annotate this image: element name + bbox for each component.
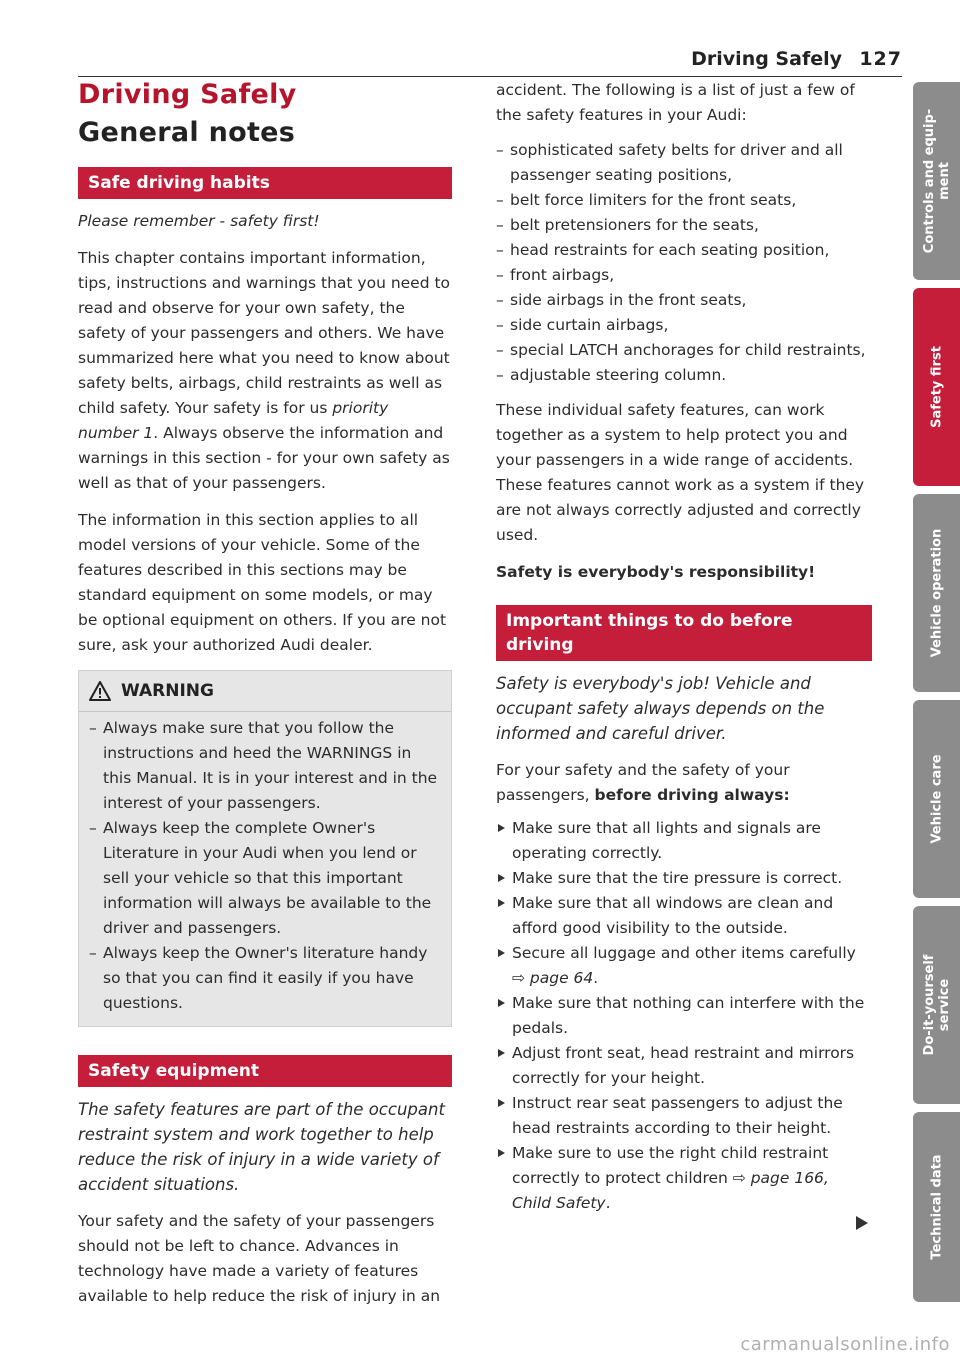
- tab-label: Technical data: [929, 1154, 944, 1260]
- lead-safety-equipment: The safety features are part of the occupant restraint system and work together to help reduce the risk of injury in a wide variety of accident situations.: [78, 1100, 445, 1194]
- safety-equipment-paragraph: Your safety and the safety of your passengers should not be left to chance. Advances in technology have made a variety of features available to help reduce the risk of injury in an: [78, 1212, 441, 1305]
- heading-safe-driving-habits: Safe driving habits: [78, 167, 452, 199]
- tab-label: Do-it-yourself service: [921, 954, 952, 1056]
- step-item: Adjust front seat, head restraint and mirrors correctly for your height.: [496, 1041, 872, 1091]
- warning-item: – Always keep the complete Owner's Literature in your Audi when you lend or sell your vehicle so that this important information will always be available to the driver and passengers.: [89, 816, 441, 941]
- heading-before-driving: Important things to do before driving: [496, 605, 872, 661]
- tab-label: Safety first: [929, 346, 944, 428]
- system-paragraph: These individual safety features, can work together as a system to help protect you and your passengers in a wide range of accidents. These features cannot work as a system if they are not always correctly adjusted and correctly used.: [496, 401, 865, 544]
- warning-box: [78, 670, 452, 1027]
- warning-item: – Always keep the Owner's literature handy so that you can find it easily if you have questions.: [89, 941, 441, 1016]
- right-column: [496, 78, 872, 1238]
- step-item: Make sure that nothing can interfere with the pedals.: [496, 991, 872, 1041]
- feature-item: – special LATCH anchorages for child restraints,: [496, 338, 872, 363]
- feature-item: – adjustable steering column.: [496, 363, 872, 388]
- warning-list: [89, 716, 441, 1016]
- before-driving-text: For your safety and the safety of your passengers,: [496, 761, 790, 804]
- running-header-title: Driving Safely: [691, 48, 842, 70]
- step-item: Make sure that the tire pressure is correct.: [496, 866, 872, 891]
- tab-label: Controls and equip- ment: [921, 108, 952, 254]
- features-intro-paragraph: accident. The following is a list of just a few of the safety features in your Audi:: [496, 81, 855, 124]
- intro-paragraph: [78, 246, 452, 496]
- tab-controls-and-equipment[interactable]: [913, 82, 960, 280]
- tab-label: Vehicle operation: [929, 528, 944, 658]
- page-reference-link[interactable]: ⇨ page 64: [512, 969, 594, 987]
- warning-triangle-icon: [89, 681, 111, 701]
- intro-text-c: . Always observe the information and warnings in this section - for your own safety as well as that of your passengers.: [78, 424, 450, 492]
- tab-safety-first[interactable]: [913, 288, 960, 486]
- feature-item: – side airbags in the front seats,: [496, 288, 872, 313]
- warning-item: – Always make sure that you follow the instructions and heed the WARNINGS in this Manual. It is in your interest and in the interest of your passengers.: [89, 716, 441, 816]
- page-header: [78, 48, 902, 77]
- applicability-paragraph: The information in this section applies to all model versions of your vehicle. Some of the features described in this sections may be standard equipment on some models, or may be optional equipment on others. If you are not sure, ask your authorized Audi dealer.: [78, 511, 447, 654]
- intro-text-priority: priority number 1: [78, 399, 389, 442]
- step-item: Secure all luggage and other items carefully ⇨ page 64.: [496, 941, 872, 991]
- step-item: Make sure that all windows are clean and afford good visibility to the outside.: [496, 891, 872, 941]
- before-driving-steps: [496, 816, 872, 1216]
- safety-features-list: [496, 138, 872, 388]
- page-number: 127: [859, 48, 902, 70]
- chapter-title: Driving Safely: [78, 79, 297, 110]
- tab-vehicle-care[interactable]: [913, 700, 960, 898]
- before-driving-intro: [496, 758, 872, 808]
- warning-title: WARNING: [121, 681, 214, 701]
- feature-item: – sophisticated safety belts for driver and all passenger seating positions,: [496, 138, 872, 188]
- lead-safety-first: Please remember - safety first!: [78, 212, 320, 230]
- watermark: carmanualsonline.info: [740, 1334, 950, 1355]
- heading-safety-equipment: Safety equipment: [78, 1055, 452, 1087]
- feature-item: – head restraints for each seating position,: [496, 238, 872, 263]
- tab-vehicle-operation[interactable]: [913, 494, 960, 692]
- feature-item: – belt pretensioners for the seats,: [496, 213, 872, 238]
- feature-item: – side curtain airbags,: [496, 313, 872, 338]
- feature-item: – front airbags,: [496, 263, 872, 288]
- page-reference-link[interactable]: ⇨ page 166, Child Safety: [512, 1169, 829, 1212]
- warning-header: [79, 671, 451, 712]
- section-title: General notes: [78, 117, 296, 148]
- before-driving-bold: before driving always:: [594, 786, 790, 804]
- left-column: [78, 78, 452, 1309]
- tab-do-it-yourself-service[interactable]: [913, 906, 960, 1104]
- responsibility-line: Safety is everybody's responsibility!: [496, 563, 816, 581]
- step-item: Make sure to use the right child restraint correctly to protect children ⇨ page 166, Child Safety.: [496, 1141, 872, 1216]
- step-item: Make sure that all lights and signals are operating correctly.: [496, 816, 872, 866]
- intro-text-a: This chapter contains important information, tips, instructions and warnings that you need to read and observe for your own safety, the safety of your passengers and others. We have summarized here what you need to know about safety belts, airbags, child restraints as well as child safety. Your safety is for us: [78, 249, 451, 417]
- tab-technical-data[interactable]: [913, 1112, 960, 1302]
- tab-label: Vehicle care: [929, 754, 944, 844]
- continue-arrow-icon: [856, 1216, 868, 1230]
- feature-item: – belt force limiters for the front seats,: [496, 188, 872, 213]
- lead-before-driving: Safety is everybody's job! Vehicle and occupant safety always depends on the informed and careful driver.: [496, 674, 825, 743]
- step-item: Instruct rear seat passengers to adjust the head restraints according to their height.: [496, 1091, 872, 1141]
